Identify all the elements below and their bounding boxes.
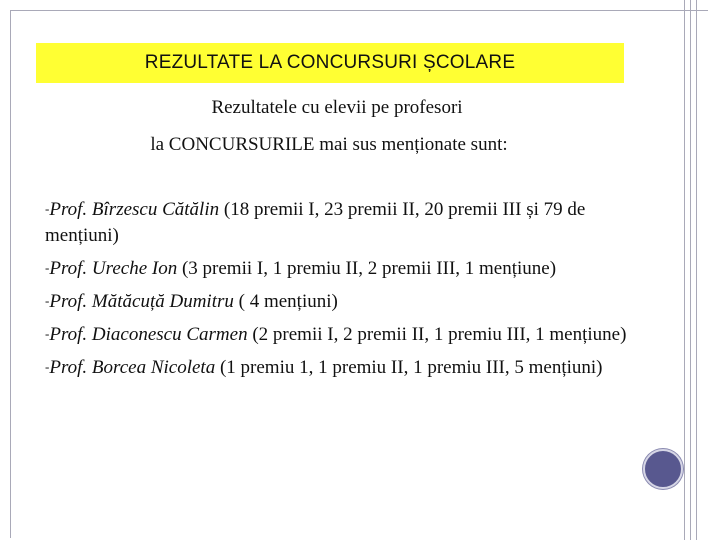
result-details: ( 4 mențiuni) (233, 291, 338, 312)
result-details: (3 premii I, 1 premiu II, 2 premii III, 1 mențiune) (177, 258, 557, 279)
decorative-circle (643, 449, 683, 489)
bullet-dash: - (45, 326, 50, 341)
teacher-name: Prof. Borcea Nicoleta (49, 357, 216, 378)
result-details: (18 premii I, 23 premii II, 20 premii III și 79 de mențiuni) (45, 199, 586, 246)
subtitle-line-1: Rezultatele cu elevii pe profesori (211, 97, 463, 118)
teacher-name: Prof. Bîrzescu Cătălin (49, 199, 220, 220)
result-details: (2 premii I, 2 premii II, 1 premiu III, 1 mențiune) (247, 324, 627, 345)
result-details: (1 premiu 1, 1 premiu II, 1 premiu III, 5 mențiuni) (215, 357, 603, 378)
bullet-dash: - (45, 293, 50, 308)
bullet-dash: - (45, 359, 50, 374)
right-rail-line (696, 0, 697, 540)
right-rail-line (690, 0, 691, 540)
list-item (45, 196, 635, 249)
bullet-dash: - (45, 260, 50, 275)
slide-title: REZULTATE LA CONCURSURI ȘCOLARE (36, 43, 624, 83)
list-item (45, 321, 635, 348)
teacher-name: Prof. Ureche Ion (49, 258, 178, 279)
list-item (45, 288, 635, 315)
bullet-dash: - (45, 201, 50, 216)
subtitle-line-2: la CONCURSURILE mai sus menționate sunt: (150, 134, 508, 155)
list-item (45, 354, 635, 381)
list-item (45, 255, 635, 282)
results-list (45, 196, 635, 387)
teacher-name: Prof. Mătăcuță Dumitru (49, 291, 234, 312)
teacher-name: Prof. Diaconescu Carmen (49, 324, 248, 345)
right-rail-line (684, 0, 685, 540)
